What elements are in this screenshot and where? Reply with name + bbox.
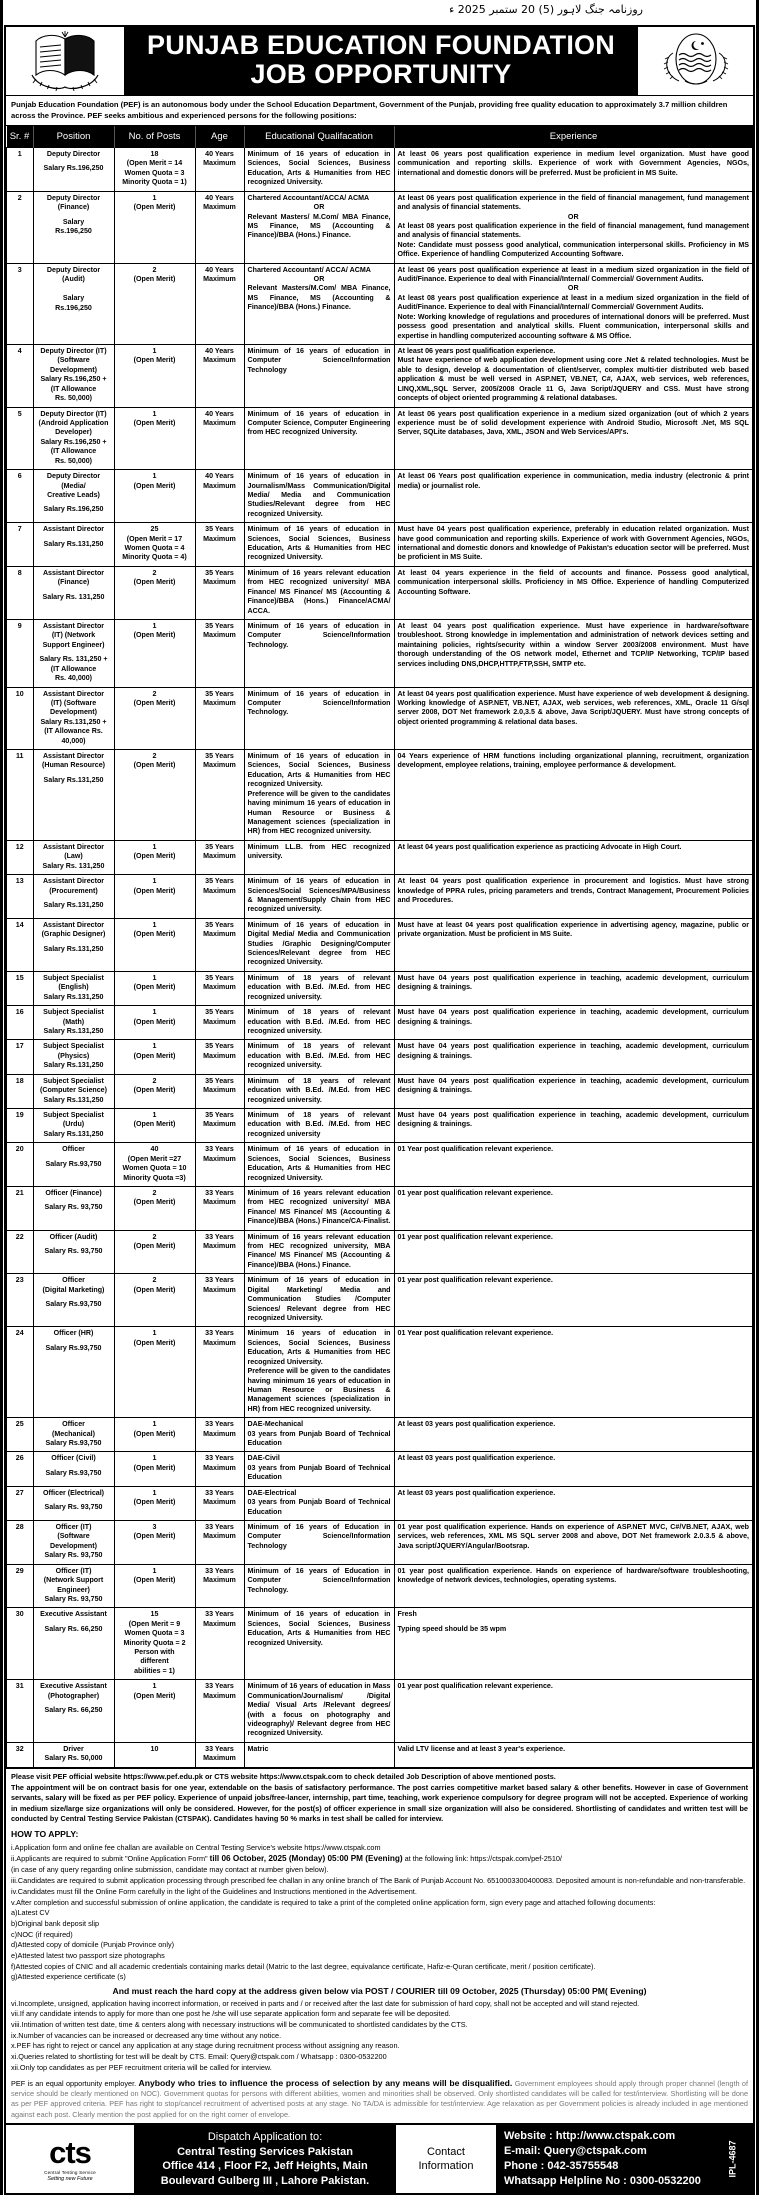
cell-age: 35 Years Maximum [195,875,244,919]
table-row [7,1521,753,1565]
cell-education: Minimum of 18 years of relevant education with B.Ed. /M.Ed. from HEC recognized university. [244,1074,394,1108]
cell-position: Executive Assistant Salary Rs. 66,250 [33,1608,114,1680]
cell-age: 35 Years Maximum [195,971,244,1005]
cell-position: Assistant Director (Graphic Designer) Salary Rs.131,250 [33,918,114,971]
cell-sr: 30 [7,1608,34,1680]
contact-label [396,2125,496,2193]
contact-label-line-1: Contact [427,2145,465,2158]
cell-experience: Must have 04 years post qualification experience, preferably in education related organization. Must have good communication and reporting skills. Experience of work with Government Agencies, NGOs, international and domestic donors and knowledge of Pakistan's education sector will be preferred. Must be proficient in MS Suite. [394,523,753,567]
cell-age: 40 Years Maximum [195,191,244,263]
email-line[interactable]: E-mail: Query@ctspak.com [504,2144,647,2157]
cell-age: 33 Years Maximum [195,1742,244,1767]
cell-education: Minimum of 16 years relevant education from HEC recognized university, MBA Finance/ MS Finance/ MS (Accounting & Finance)/BBA (Hons.) Finance. [244,1230,394,1274]
cell-posts: 2 (Open Merit) [114,1074,195,1108]
cell-age: 40 Years Maximum [195,345,244,408]
general-notes [6,1768,753,1843]
apply-item: viii.Intimation of written test date, time & centers along with necessary instructions will be communicated to shortlisted candidates by the CTS. [11,2020,468,2030]
table-row [7,1564,753,1608]
cell-position: Officer (Audit) Salary Rs. 93,750 [33,1230,114,1274]
cell-age: 33 Years Maximum [195,1327,244,1418]
apply-item: i.Application form and online fee challan are available on Central Testing Service's website https://www.ctspak.com [11,1842,381,1852]
apply-item: g)Attested experience certificate (s) [11,1972,126,1982]
col-position: Position [33,126,114,148]
cell-age: 35 Years Maximum [195,840,244,874]
apply-item: b)Original bank deposit slip [11,1918,100,1928]
cell-sr: 16 [7,1006,34,1040]
cell-position: Officer (Digital Marketing) Salary Rs.93,750 [33,1274,114,1327]
cell-age: 33 Years Maximum [195,1521,244,1565]
cell-sr: 21 [7,1186,34,1230]
cell-education: Minimum of 16 years of education in Computer Science/Information Technology. [244,619,394,687]
cell-experience: At least 04 years post qualification experience. Must have experience of web development & designing. Working knowledge of ASP.NET, VB.NET, AJAX, web services, web references, XML, Oracle 11 G/sql server 2008, DOT Net framework 2.0,3.5 & above, Java Script/JQUERY. Must have strong concepts of object oriented programming & relational data bases. [394,687,753,750]
cell-education: Minimum of 16 years of education in Computer Science/Information Technology [244,345,394,408]
cell-posts: 2 (Open Merit) [114,1230,195,1274]
cell-position: Deputy Director (Finance) Salary Rs.196,250 [33,191,114,263]
cell-age: 33 Years Maximum [195,1486,244,1520]
dispatch-line: Central Testing Services Pakistan [177,2145,353,2158]
ad-title: JOB OPPORTUNITY [250,58,512,89]
cts-tagline-2: Setting new Future [47,2175,93,2182]
table-row [7,1680,753,1743]
cell-experience: 01 year post qualification relevant experience. [394,1230,753,1274]
cell-posts: 15 (Open Merit = 9 Women Quota = 3 Minority Quota = 2 Person with different abilities = 1) [114,1608,195,1680]
cell-position: Driver Salary Rs. 50,000 [33,1742,114,1767]
table-row [7,1108,753,1142]
cell-sr: 17 [7,1040,34,1074]
cell-position: Officer (IT) (Network Support Engineer) Salary Rs. 93,750 [33,1564,114,1608]
table-row [7,875,753,919]
jobs-table [6,126,753,1768]
cell-position: Subject Specialist (Computer Science) Salary Rs.131,250 [33,1074,114,1108]
cell-experience: At least 06 years post qualification experience in medium level organization. Must have good communication and reporting skills. Experience of work with Government Agencies, NGOs, international and domestic donors will be preferred. Must be proficient in MS Suite. [394,148,753,192]
cell-experience: Must have 04 years post qualification experience in teaching, academic development, curriculum designing & trainings. [394,971,753,1005]
cell-sr: 26 [7,1452,34,1486]
cell-experience: 01 year post qualification experience. Hands on experience of hardware/software troubleshooting, knowledge of network devices, technologies, operating systems. [394,1564,753,1608]
cell-education: Minimum of 16 years of education in Sciences, Social Sciences, Business Education, Arts & Humanities from HEC recognized University. [244,1608,394,1680]
apply-item: f)Attested copies of CNIC and all academic credentials containing marks detail (Matric to the last degree, equivalance certificate, Hafiz-e-Quran certificate, merit / position certificate). [11,1961,596,1971]
cell-age: 35 Years Maximum [195,918,244,971]
website-line[interactable]: Website : http://www.ctspak.com [504,2129,676,2142]
table-row [7,1074,753,1108]
cell-sr: 27 [7,1486,34,1520]
apply-item: vi.Incomplete, unsigned, application having incorrect information, or received in parts and / or received after the last date for submission of hard copy, shall not be accepted and will stand rejected. [11,1998,640,2008]
cell-age: 35 Years Maximum [195,1074,244,1108]
cell-age: 35 Years Maximum [195,566,244,619]
cell-posts: 1 (Open Merit) [114,1040,195,1074]
cell-position: Assistant Director Salary Rs.131,250 [33,523,114,567]
cell-age: 33 Years Maximum [195,1680,244,1743]
cell-experience: 01 year post qualification relevant experience. [394,1274,753,1327]
cell-posts: 2 (Open Merit) [114,566,195,619]
cell-experience: At least 04 years post qualification experience. Must have experience in hardware/software troubleshoot. Strong knowledge in implementation and administration of network devices setting and maintaining policies, rights/security within a window Server 2003/2008 environment. Must have thorough understanding of the OS network model, Ethernet and TCP/IP Networking, TCP/IP based services including DNS,DHCP,HTTP,FTP,SSH, SMTP etc. [394,619,753,687]
cell-experience: 01 year post qualification relevant experience. [394,1186,753,1230]
table-row [7,840,753,874]
cell-age: 33 Years Maximum [195,1452,244,1486]
cell-education: Chartered Accountant/ACCA/ ACMA OR Relevant Masters/ M.Com/ MBA Finance, MS Finance, MS (Accounting & Finance)/BBA (Hons.) Finance. [244,191,394,263]
cell-education: Minimum of 16 years of education in Digital Marketing/ Media and Communication Studies /Computer Sciences/ Relevant degree from HEC recognized University. [244,1274,394,1327]
note-line: The appointment will be on contract basis for one year, extendable on the basis of satisfactory performance. The post carries competitive market based salary & other benefits. However in case of Government servants, salary will be fixed as per PEF policy. Experience of unpaid jobs/free-lancer, internship, part time, teaching, work experience compulsory for degree program will not be accepted. Experience of working in medium size/large size organizations will only be considered. However, for the post(s) of officer experience in small size organization will also be considered. Shortlisting of candidates and written test will be conducted by Central Testing Service Pakistan (CTSPAK). Candidates having 50 % marks in test shall be called for interview. [11,1783,748,1824]
masthead-title [124,27,638,95]
cell-posts: 1 (Open Merit) [114,1486,195,1520]
cell-sr: 15 [7,971,34,1005]
cell-posts: 1 (Open Merit) [114,840,195,874]
cell-position: Officer (HR) Salary Rs.93,750 [33,1327,114,1418]
cell-position: Deputy Director Salary Rs.196,250 [33,148,114,192]
cell-experience: Valid LTV license and at least 3 year's experience. [394,1742,753,1767]
cell-age: 35 Years Maximum [195,687,244,750]
cell-age: 35 Years Maximum [195,1108,244,1142]
apply-item: xi.Queries related to shortlisting for test will be dealt by CTS. Email: Query@ctspak.com / Whatsapp : 0300-0532200 [11,2052,387,2062]
cell-experience: 01 Year post qualification relevant experience. [394,1143,753,1187]
table-row [7,619,753,687]
cell-education: Minimum of 16 years relevant education from HEC recognized university/ MBA Finance/ MS Finance/ MS (Accounting & Finance)/BBA (Hons.) Finance/CA-Finalist. [244,1186,394,1230]
cell-experience: At least 06 Years post qualification experience in communication, media industry (electronic & print media) or journalist role. [394,470,753,523]
cell-posts: 2 (Open Merit) [114,1274,195,1327]
cell-posts: 1 (Open Merit) [114,407,195,470]
cell-education: Minimum of 18 years of relevant education with B.Ed. /M.Ed. from HEC recognized university. [244,971,394,1005]
cell-education: Minimum 16 years of education in Sciences, Social Sciences, Business Education, Arts & Humanities from HEC recognized University. Preference will be given to the candidates having minimum 16 years of education in Human Resource or Business & Management sciences (specialization in HR) from HEC recognized university. [244,1327,394,1418]
cell-sr: 23 [7,1274,34,1327]
punjab-government-crest-icon [638,27,753,95]
table-row [7,523,753,567]
table-row [7,1230,753,1274]
cell-age: 33 Years Maximum [195,1274,244,1327]
cell-education: Minimum of 16 years of Education in Computer Science/Information Technology. [244,1564,394,1608]
cell-age: 33 Years Maximum [195,1564,244,1608]
cell-position: Subject Specialist (Urdu) Salary Rs.131,250 [33,1108,114,1142]
cell-sr: 28 [7,1521,34,1565]
eo-bold: Anybody who tries to influence the process of selection by any means will be disqualified. [138,2077,513,2088]
cell-posts: 1 (Open Merit) [114,191,195,263]
cell-sr: 5 [7,407,34,470]
cell-position: Officer Salary Rs.93,750 [33,1143,114,1187]
col-education: Educational Qualifacation [244,126,394,148]
org-title: PUNJAB EDUCATION FOUNDATION [147,30,615,61]
cell-position: Assistant Director (IT) (Software Development) Salary Rs.131,250 + (IT Allowance Rs. 40,000) [33,687,114,750]
cell-education: Matric [244,1742,394,1767]
masthead [6,27,753,96]
cell-education: Minimum of 16 years of education in Computer Science, Computer Engineering from HEC recognized University. [244,407,394,470]
apply-item: ix.Number of vacancies can be increased or decreased any time without any notice. [11,2030,282,2040]
cell-education: DAE-Mechanical 03 years from Punjab Board of Technical Education [244,1418,394,1452]
cell-position: Executive Assistant (Photographer) Salary Rs. 66,250 [33,1680,114,1743]
dispatch-line: Boulevard Gulberg III , Lahore Pakistan. [160,2174,370,2187]
cell-sr: 24 [7,1327,34,1418]
cell-experience: At least 04 years experience in the field of accounts and finance. Possess good analytical, communication interpersonal skills. Proficiency in MS Office. Experience of handling Computerized Accounting Software. [394,566,753,619]
table-row [7,971,753,1005]
cell-age: 40 Years Maximum [195,148,244,192]
col-sr: Sr. # [7,126,34,148]
table-row [7,1418,753,1452]
cell-age: 33 Years Maximum [195,1143,244,1187]
cell-education: Minimum of 18 years of relevant education with B.Ed. /M.Ed. from HEC recognized university [244,1108,394,1142]
cts-logo [6,2125,134,2193]
cell-posts: 2 (Open Merit) [114,750,195,841]
cell-position: Assistant Director (Procurement) Salary Rs.131,250 [33,875,114,919]
cell-age: 35 Years Maximum [195,1040,244,1074]
cell-experience: At least 04 years post qualification experience as practicing Advocate in High Court. [394,840,753,874]
cell-sr: 12 [7,840,34,874]
apply-item: d)Attested copy of domicile (Punjab Province only) [11,1940,175,1950]
cell-sr: 3 [7,263,34,344]
cell-education: Minimum of 16 years of education in Mass Communication/Journalism/ /Digital Media/ Visual Arts /Relevant degrees/ (with a focus on photography and videography)/ Relevant degree from HEC recognized University. [244,1680,394,1743]
dispatch-line: Office 414 , Floor F2, Jeff Heights, Main [162,2160,368,2173]
cell-posts: 2 (Open Merit) [114,1186,195,1230]
cell-posts: 1 (Open Merit) [114,875,195,919]
apply-item: vii.If any candidate intends to apply for more than one post he /she will use separate application form and separate fee will be deposited. [11,2009,451,2019]
table-row [7,1006,753,1040]
ipl-code: IPL-4687 [727,2140,738,2178]
cell-position: Deputy Director (Media/ Creative Leads) Salary Rs.196,250 [33,470,114,523]
cell-posts: 1 (Open Merit) [114,1680,195,1743]
cell-experience: Must have at least 04 years post qualification experience in advertising agency, magazine, public or private organization. Must be proficient in MS Suite. [394,918,753,971]
contact-details [496,2125,753,2193]
cell-position: Assistant Director (Human Resource) Salary Rs.131,250 [33,750,114,841]
cell-sr: 32 [7,1742,34,1767]
cell-education: DAE-Electrical 03 years from Punjab Board of Technical Education [244,1486,394,1520]
cell-age: 40 Years Maximum [195,263,244,344]
cell-position: Subject Specialist (Math) Salary Rs.131,250 [33,1006,114,1040]
cell-posts: 18 (Open Merit = 14 Women Quota = 3 Minority Quota = 1) [114,148,195,192]
cell-sr: 25 [7,1418,34,1452]
cell-position: Assistant Director (IT) (Network Support Engineer) Salary Rs. 131,250 + (IT Allowance Rs. 40,000) [33,619,114,687]
cell-experience: At least 03 years post qualification experience. [394,1452,753,1486]
cell-education: Minimum of 16 years of education in Sciences, Social Sciences, Business Education, Arts & Humanities from HEC recognized University. [244,1143,394,1187]
cell-education: Minimum of 16 years of education in Sciences, Social Sciences, Business Education, Arts & Humanities from HEC recognized University. [244,523,394,567]
table-row [7,1274,753,1327]
cell-position: Officer (Mechanical) Salary Rs.93,750 [33,1418,114,1452]
cell-experience: At least 03 years post qualification experience. [394,1418,753,1452]
cell-posts: 2 (Open Merit) [114,263,195,344]
cell-experience: At least 06 years post qualification experience at least in a medium sized organization in the field of Audit/Finance. Experience to deal with Financial/Internal/ Commercial/ Government Audits. OR At least 08 years post qualification experience at least in a medium sized organization in the field of Audit/Finance. Experience to deal with Financial/Internal/ Commercial/ Government Audits. Note: Working knowledge of regulations and procedures of international donors will be preferred. Must possess good presentation and analytical skills. Fluent communication, interpersonal skills and expertise in handling computerized accounting software & MS Office. [394,263,753,344]
how-to-apply-heading: HOW TO APPLY: [11,1828,79,1839]
table-row [7,1040,753,1074]
apply-item: iii.Candidates are required to submit application processing through prescribed fee challan in any online branch of The Bank of Punjab Account No. 6510003300400083. Deposited amount is non-refundable and non-transferable. [11,1876,746,1886]
whatsapp-line: Whatsapp Helpline No : 0300-0532200 [504,2175,701,2188]
cell-position: Officer (Electrical) Salary Rs. 93,750 [33,1486,114,1520]
dispatch-block [134,2125,396,2193]
cell-posts: 1 (Open Merit) [114,1452,195,1486]
cell-position: Subject Specialist (Physics) Salary Rs.131,250 [33,1040,114,1074]
cell-sr: 20 [7,1143,34,1187]
cell-sr: 14 [7,918,34,971]
cell-education: Minimum LL.B. from HEC recognized university. [244,840,394,874]
cell-sr: 8 [7,566,34,619]
cell-experience: Fresh Typing speed should be 35 wpm [394,1608,753,1680]
cell-sr: 9 [7,619,34,687]
cell-position: Officer (IT) (Software Development) Salary Rs. 93,750 [33,1521,114,1565]
contact-label-line-2: Information [418,2160,474,2173]
apply-item: x.PEF has right to reject or cancel any application at any stage during recruitment process without assigning any reason. [11,2041,400,2051]
cell-posts: 1 (Open Merit) [114,1108,195,1142]
cell-posts: 1 (Open Merit) [114,1327,195,1418]
cell-experience: Must have 04 years post qualification experience in teaching, academic development, curriculum designing & trainings. [394,1074,753,1108]
eo-post: Government employees should apply through proper channel (length of service should be clearly mentioned on NOC). Government quotas for persons with different abilities, women and minorities shall be observed. Only shortlisted candidates will be called for test/interview. Shortlisting will be done as per PEF approved criteria. PEF has right to stop/cancel recruitment of advertised posts at any stage. No TA/DA is admissible for test/interview. Age relaxation as per Government policies is already included in age mentioned against each post. Clearly mention the post applied for on the right corner of envelope. [11,2078,749,2119]
table-row [7,1608,753,1680]
table-row [7,470,753,523]
cell-age: 40 Years Maximum [195,470,244,523]
apply-item: e)Attested latest two passport size photographs [11,1951,165,1961]
cell-sr: 2 [7,191,34,263]
cell-posts: 1 (Open Merit) [114,971,195,1005]
table-row [7,750,753,841]
cell-experience: At least 06 years post qualification experience in a medium sized organization (out of which 2 years experience must be of solid development experience with Android Studio, Microsoft .Net, MS SQL Server, SQLite databases, Java, XML, JSON and Web Services/API's. [394,407,753,470]
cell-position: Deputy Director (IT) (Software Development) Salary Rs.196,250 + (IT Allowance Rs. 50,000) [33,345,114,408]
cell-posts: 1 (Open Merit) [114,1418,195,1452]
cell-education: Minimum of 16 years of education in Digital Media/ Media and Communication Studies /Graphic Designing/Computer Sciences/Relevant degree from HEC recognized University. [244,918,394,971]
apply-item: a)Latest CV [11,1908,50,1918]
cell-age: 40 Years Maximum [195,407,244,470]
cts-tagline-1: Central Testing Service [44,2169,96,2175]
cell-experience: Must have 04 years post qualification experience in teaching, academic development, curriculum designing & trainings. [394,1108,753,1142]
cell-age: 35 Years Maximum [195,523,244,567]
cell-posts: 25 (Open Merit = 17 Women Quota = 4 Minority Quota = 4) [114,523,195,567]
eo-pre: PEF is an equal opportunity employer. [11,2078,139,2088]
cell-education: Minimum of 16 years of education in Computer Science/Information Technology. [244,687,394,750]
table-row [7,1143,753,1187]
table-header-row [7,126,753,148]
apply-item: iv.Candidates must fill the Online Form carefully in the light of the Guidelines and Instructions mentioned in the Advertisement. [11,1886,417,1896]
apply-item: v.After completion and successful submission of online application, the candidate is required to take a print of the completed online application form, sign every page and attached following documents: [11,1897,656,1907]
cell-posts: 3 (Open Merit) [114,1521,195,1565]
cell-education: Minimum of 18 years of relevant education with B.Ed. /M.Ed. from HEC recognized university. [244,1006,394,1040]
cell-position: Officer (Finance) Salary Rs. 93,750 [33,1186,114,1230]
cell-age: 35 Years Maximum [195,750,244,841]
cell-sr: 10 [7,687,34,750]
col-experience: Experience [394,126,753,148]
cell-position: Deputy Director (Audit) Salary Rs.196,250 [33,263,114,344]
cts-wordmark: cts [49,2134,91,2170]
table-row [7,1486,753,1520]
cell-experience: At least 06 years post qualification experience. Must have experience of web application development using core .Net & related technologies. Must be able to design, develop & documentation of client/server, complex multi-tier distributed web based application & must be well versed in ASP.NET, VB.NET, C#, AJAX, web services, web references, LINQ,XML,SQL Server, 2005/2008 Oracle 11 G, Java Script/JQUERY and CSS. Must have strong concepts of object oriented programming & relational databases. [394,345,753,408]
cell-sr: 1 [7,148,34,192]
table-row [7,687,753,750]
hardcopy-deadline-line: And must reach the hard copy at the address given below via POST / COURIER till 09 October, 2025 (Thursday) 05:00 PM( Evening) [112,1985,647,1996]
cell-posts: 1 (Open Merit) [114,470,195,523]
ad-frame [4,25,755,2195]
cell-age: 33 Years Maximum [195,1418,244,1452]
table-row [7,1327,753,1418]
cell-sr: 6 [7,470,34,523]
cell-education: Minimum of 16 years of education in Sciences, Social Sciences, Business Education, Arts & Humanities from HEC recognized University. [244,148,394,192]
table-row [7,1742,753,1767]
cell-experience: Must have 04 years post qualification experience in teaching, academic development, curriculum designing & trainings. [394,1040,753,1074]
apply-item: (in case of any query regarding online submission, candidate may contact at number given below). [11,1865,329,1875]
cell-age: 33 Years Maximum [195,1608,244,1680]
cell-posts: 40 (Open Merit =27 Women Quota = 10 Minority Quota =3) [114,1143,195,1187]
newspaper-attribution: روزنامہ جنگ لاہور (5) 20 ستمبر 2025 ء [449,3,643,16]
apply-item: ii.Applicants are required to submit "Online Application Form" till 06 October, 2025 (Monday) 05:00 PM (Evening) at the following link: https://ctspak.com/pef-2510/ [11,1854,562,1864]
apply-item: c)NOC (if required) [11,1929,73,1939]
cell-posts: 1 (Open Merit) [114,1006,195,1040]
cell-sr: 4 [7,345,34,408]
table-row [7,918,753,971]
apply-item: xii.Only top candidates as per PEF recruitment criteria will be called for interview. [11,2062,272,2072]
intro-paragraph: Punjab Education Foundation (PEF) is an autonomous body under the School Education Department, Government of the Punjab, providing free quality education to approximately 3.7 million children across the Province. PEF seeks ambitious and experienced persons for the following positions: [6,96,753,126]
table-row [7,148,753,192]
cell-posts: 1 (Open Merit) [114,1564,195,1608]
cell-age: 33 Years Maximum [195,1230,244,1274]
cell-sr: 18 [7,1074,34,1108]
cell-experience: At least 04 years post qualification experience in procurement and logistics. Must have strong knowledge of PPRA rules, pricing parameters and trends, Contract Management, Procurement Policies and Procedures. [394,875,753,919]
cell-experience: Must have 04 years post qualification experience in teaching, academic development, curriculum designing & trainings. [394,1006,753,1040]
cell-sr: 19 [7,1108,34,1142]
cell-age: 33 Years Maximum [195,1186,244,1230]
col-age: Age [195,126,244,148]
note-line: Please visit PEF official website https://www.pef.edu.pk or CTS website https://www.ctspak.com to check detailed Job Description of above mentioned posts. [11,1771,556,1781]
phone-line: Phone : 042-35755548 [504,2160,619,2173]
cell-experience: At least 03 years post qualification experience. [394,1486,753,1520]
cell-position: Officer (Civil) Salary Rs.93,750 [33,1452,114,1486]
cell-position: Assistant Director (Law) Salary Rs. 131,250 [33,840,114,874]
cell-education: Chartered Accountant/ ACCA/ ACMA OR Relevant Masters/M.Com/ MBA Finance, MS Finance, MS (Accounting & Finance)/BBA (Hons.) Finance. [244,263,394,344]
cell-education: Minimum of 16 years of Education in Computer Science/Information Technology [244,1521,394,1565]
cell-education: DAE-Civil 03 years from Punjab Board of Technical Education [244,1452,394,1486]
dispatch-label: Dispatch Application to: [207,2130,323,2143]
cell-posts: 1 (Open Merit) [114,345,195,408]
table-row [7,407,753,470]
cell-posts: 2 (Open Merit) [114,687,195,750]
cell-experience: 04 Years experience of HRM functions including organizational planning, recruitment, organization development, employee relations, training, employee performance & development. [394,750,753,841]
cell-position: Subject Specialist (English) Salary Rs.131,250 [33,971,114,1005]
col-posts: No. of Posts [114,126,195,148]
table-row [7,566,753,619]
apply-item-highlight: till 06 October, 2025 (Monday) 05:00 PM (Evening) [209,1854,403,1864]
cell-experience: 01 year post qualification relevant experience. [394,1680,753,1743]
cell-posts: 1 (Open Merit) [114,619,195,687]
cell-position: Assistant Director (Finance) Salary Rs. 131,250 [33,566,114,619]
cell-sr: 7 [7,523,34,567]
left-rail-decoration [0,0,3,2195]
cell-position: Deputy Director (IT) (Android Application Developer) Salary Rs.196,250 + (IT Allowance Rs. 50,000) [33,407,114,470]
cell-posts: 1 (Open Merit) [114,918,195,971]
cell-education: Minimum of 16 years of education in Sciences, Social Sciences, Business Education, Arts & Humanities from HEC recognized University. Preference will be given to the candidates having minimum 16 years of education in Human Resource or Business & Management sciences (specialization in HR) from HEC recognized university. [244,750,394,841]
table-row [7,191,753,263]
equal-opportunity-note [6,2077,753,2123]
cell-age: 35 Years Maximum [195,619,244,687]
cell-sr: 29 [7,1564,34,1608]
cell-education: Minimum of 16 years relevant education from HEC recognized university/ MBA Finance/ MS Finance/ MS (Accounting & Finance)/BBA (Hons.) Finance/ACMA/ ACCA. [244,566,394,619]
cell-age: 35 Years Maximum [195,1006,244,1040]
how-to-apply-list [6,1843,753,2077]
table-row [7,345,753,408]
cell-education: Minimum of 16 years of education in Journalism/Mass Communication/Digital Media/ Media and Communication Studies/Relevant degree from HEC recognized University. [244,470,394,523]
pef-book-logo-icon [6,27,124,95]
cell-education: Minimum of 18 years of relevant education with B.Ed. /M.Ed. from HEC recognized university. [244,1040,394,1074]
cell-experience: At least 06 years post qualification experience in the field of financial management, fund management and analysis of financial statements. OR At least 08 years post qualification experience in the field of financial management, fund management and analysis of financial statements. Note: Candidate must possess good analytical, communication interpersonal skills. Proficiency in MS Office. Experience of handling Computerized Accounting Software. [394,191,753,263]
table-row [7,1186,753,1230]
cell-sr: 22 [7,1230,34,1274]
footer-bar [6,2123,753,2193]
cell-sr: 13 [7,875,34,919]
cell-posts: 10 [114,1742,195,1767]
table-row [7,1452,753,1486]
cell-sr: 11 [7,750,34,841]
cell-education: Minimum of 16 years of education in Sciences/Social Sciences/MPA/Business & Management/Supply Chain from HEC recognized university. [244,875,394,919]
cell-experience: 01 year post qualification experience. Hands on experience of ASP.NET MVC, C#/VB.NET, AJAX, web services, web references, XML MS SQL server 2008 and above, DOT Net framework 2.0.3.5 & above, Java script/JQUERY/Angular/Bootsrap. [394,1521,753,1565]
cell-sr: 31 [7,1680,34,1743]
cell-experience: 01 Year post qualification relevant experience. [394,1327,753,1418]
table-row [7,263,753,344]
